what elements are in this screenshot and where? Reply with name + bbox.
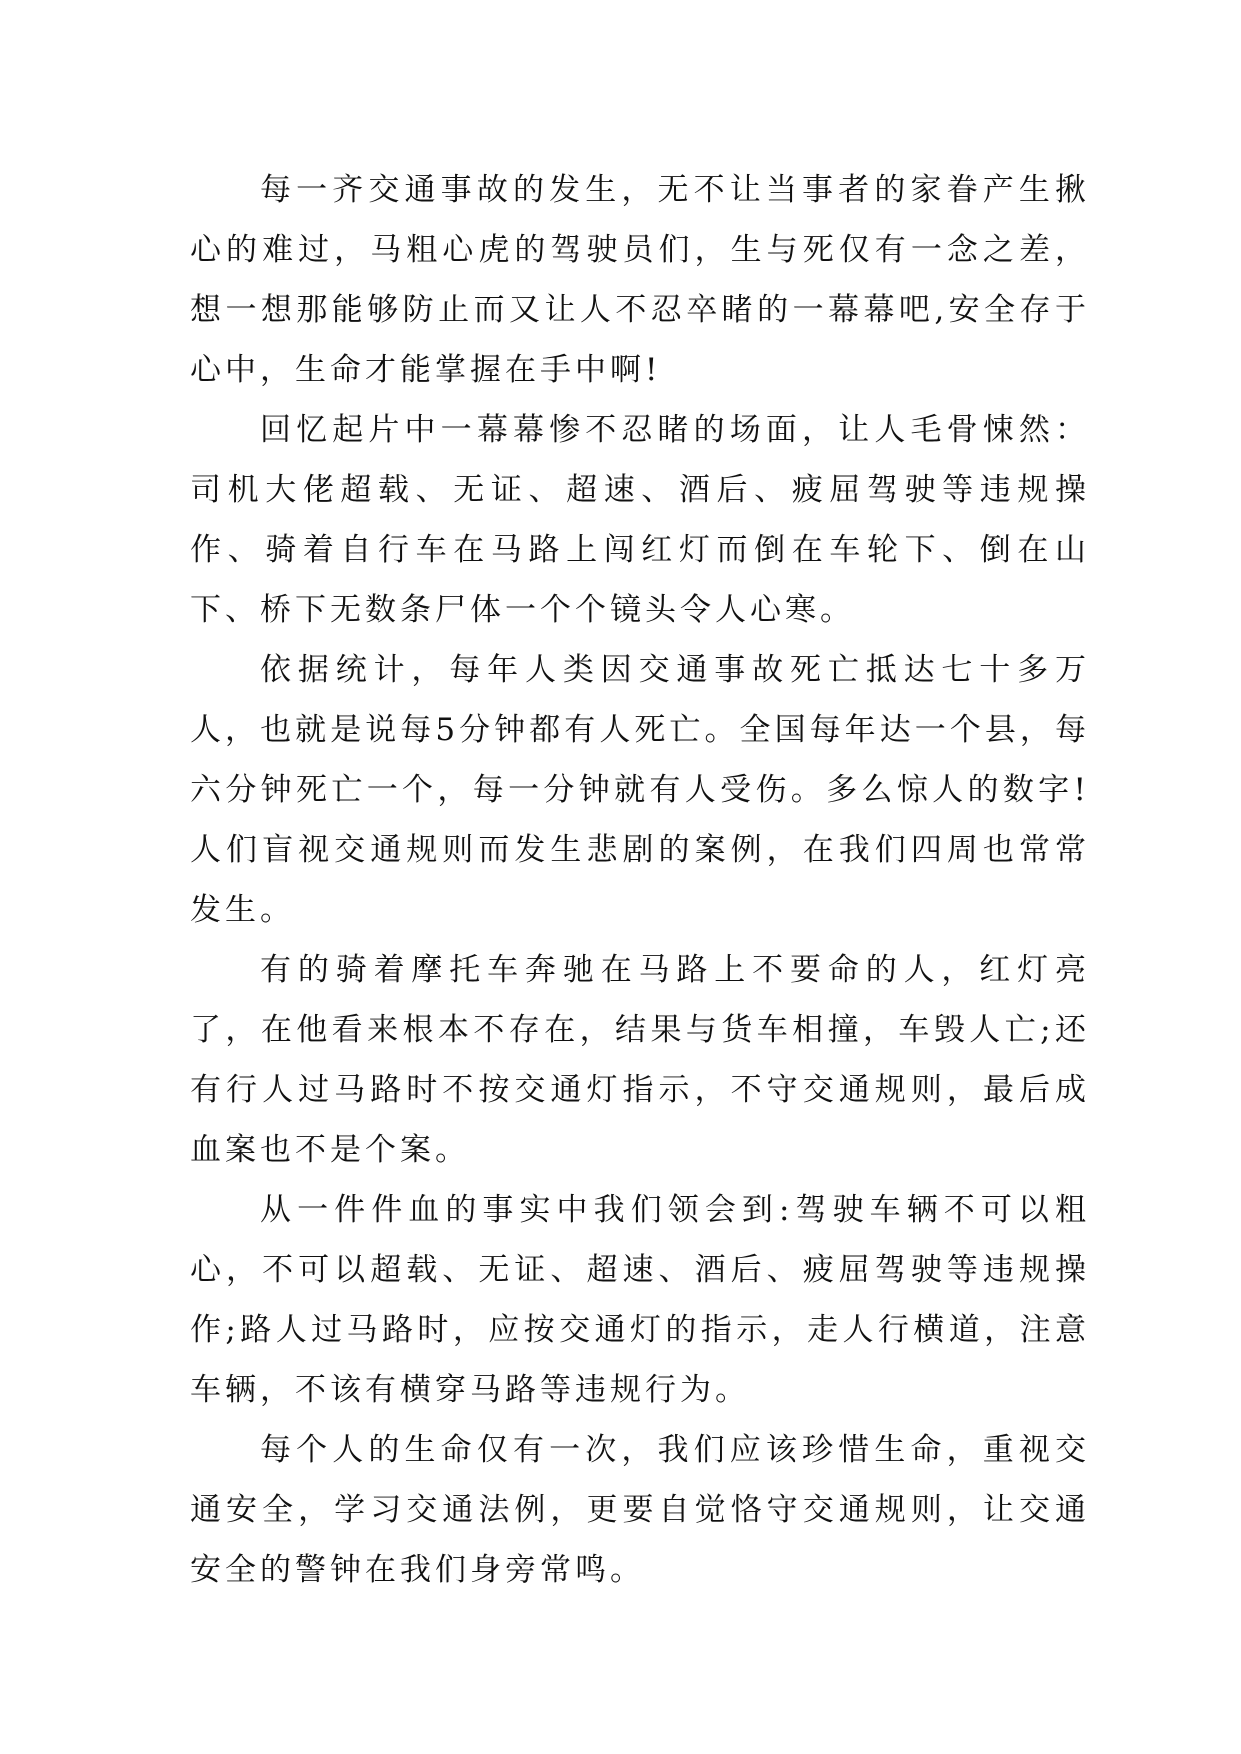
paragraph-5: 从一件件血的事实中我们领会到:驾驶车辆不可以粗心，不可以超载、无证、超速、酒后、疲屈驾驶等违规操作;路人过马路时，应按交通灯的指示，走人行横道，注意车辆，不该有横穿马路等违规行为。 [190, 1192, 1090, 1408]
paragraph-2: 回忆起片中一幕幕惨不忍睹的场面，让人毛骨悚然：司机大佬超载、无证、超速、酒后、疲屈驾驶等违规操作、骑着自行车在马路上闯红灯而倒在车轮下、倒在山下、桥下无数条尸体一个个镜头令人心寒。 [190, 412, 1090, 628]
document-body [190, 160, 1090, 1600]
paragraph-4: 有的骑着摩托车奔驰在马路上不要命的人，红灯亮了，在他看来根本不存在，结果与货车相撞，车毁人亡;还有行人过马路时不按交通灯指示，不守交通规则，最后成血案也不是个案。 [190, 952, 1090, 1168]
paragraph-3: 依据统计，每年人类因交通事故死亡抵达七十多万人，也就是说每5分钟都有人死亡。全国每年达一个县，每六分钟死亡一个，每一分钟就有人受伤。多么惊人的数字!人们盲视交通规则而发生悲剧的案例，在我们四周也常常发生。 [190, 652, 1090, 928]
paragraph-6: 每个人的生命仅有一次，我们应该珍惜生命，重视交通安全，学习交通法例，更要自觉恪守交通规则，让交通安全的警钟在我们身旁常鸣。 [190, 1432, 1090, 1588]
paragraph-1: 每一齐交通事故的发生，无不让当事者的家眷产生揪心的难过，马粗心虎的驾驶员们，生与死仅有一念之差，想一想那能够防止而又让人不忍卒睹的一幕幕吧,安全存于心中，生命才能掌握在手中啊! [190, 172, 1090, 388]
